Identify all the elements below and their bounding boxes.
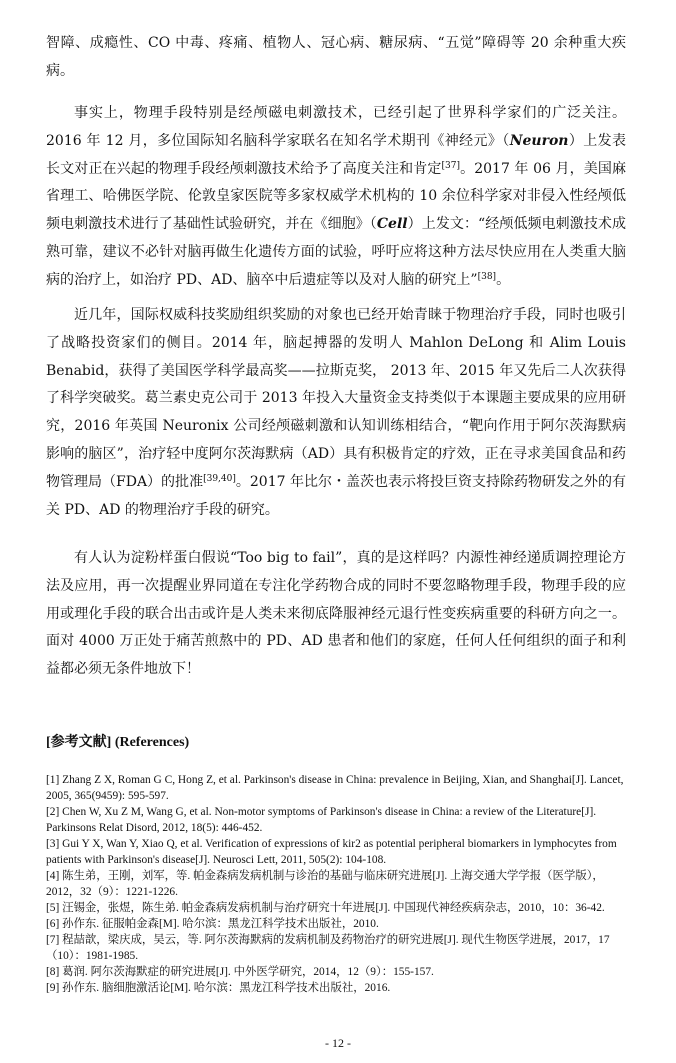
reference-item: [1] Zhang Z X, Roman G C, Hong Z, et al. Parkinson's disease in China: prevalence in Beijing, Xian, and Shanghai[J]. Lancet, 2005, 365(9459): 595-597. xyxy=(46,774,624,802)
page-number: - 12 - xyxy=(325,1036,351,1050)
journal-cell: Cell xyxy=(376,216,408,233)
p2-text-c: ）上发表长文对正在兴起的物理手段经颅刺激技术给予了高度关注和肯定 xyxy=(46,132,627,177)
reference-item: [8] 葛润. 阿尔茨海默症的研究进展[J]. 中外医学研究，2014，12（9）：155-157. xyxy=(46,966,434,978)
paragraph-continuation-text: 智障、成瘾性、CO 中毒、疼痛、植物人、冠心病、糖尿病、“五觉”障碍等 20 余种重大疾病。 xyxy=(46,35,626,79)
body-paragraph-2 xyxy=(46,100,626,295)
body-paragraph-4 xyxy=(46,545,626,684)
journal-neuron: Neuron xyxy=(509,132,569,149)
body-paragraph-1 xyxy=(46,30,626,86)
reference-item: [2] Chen W, Xu Z M, Wang G, et al. Non-motor symptoms of Parkinson's disease in China: a review of the Literature[J]. Parkinsons Relat Disord, 2012, 18(5): 446-452. xyxy=(46,806,597,834)
reference-item: [7] 程喆歆，梁庆成，吴云，等. 阿尔茨海默病的发病机制及药物治疗的研究进展[J]. 现代生物医学进展，2017，17（10）：1981-1985. xyxy=(46,934,610,962)
p4-text: 有人认为淀粉样蛋白假说“Too big to fail”，真的是这样吗？内源性神经递质调控理论方法及应用，再一次提醒业界同道在专注化学药物合成的同时不要忽略物理手段，物理手段的应用或理化手段的联合出击或许是人类未来彻底降服神经元退行性变疾病重要的科研方向之一。面对 4000 万正处于痛苦煎熬中的 PD、AD 患者和他们的家庭，任何人任何组织的面子和利益都必须无条件地放下！ xyxy=(46,550,626,678)
citation-37[interactable]: [37] xyxy=(441,160,460,171)
reference-item: [4] 陈生弟，王刚，刘军，等. 帕金森病发病机制与诊治的基础与临床研究进展[J]. 上海交通大学学报（医学版），2012，32（9）：1221-1226. xyxy=(46,870,604,898)
p2-text-f: ）上发文：“经颅低频电刺激技术成熟可靠，建议不必针对脑再做生化遗传方面的试验，呼吁应将这种方法尽快应用在人类重大脑病的治疗上，如治疗 PD、AD、脑卒中后遗症等以及对人脑的研究上” xyxy=(46,216,626,288)
p2-text-g: 。 xyxy=(496,271,511,288)
references-heading: [参考文献] (References) xyxy=(46,735,190,750)
citation-38[interactable]: [38] xyxy=(477,271,497,282)
p3-text-b: 。2017 年比尔・盖茨也表示将投巨资支持除药物研发之外的有关 PD、AD 的物理治疗手段的研究。 xyxy=(46,473,626,518)
reference-item: [3] Gui Y X, Wan Y, Xiao Q, et al. Verification of expressions of kir2 as potential peripheral biomarkers in lymphocytes from patients with Parkinson's disease[J]. Neurosci Lett, 2011, 505(2): 104-108. xyxy=(46,838,617,866)
p3-text-a: 近几年，国际权威科技奖励组织奖励的对象也已经开始青睐于物理治疗手段，同时也吸引了战略投资家们的侧目。2014 年，脑起搏器的发明人 Mahlon DeLong 和 Alim Louis Benabid，获得了美国医学科学最高奖——拉斯克奖， 2013 年、2015 年又先后二人次获得了科学突破奖。葛兰素史克公司于 2013 年投入大量资金支持类似于本课题主要成果的应用研究，2016 年英国 Neuronix 公司经颅磁刺激和认知训练相结合，“靶向作用于阿尔茨海默病影响的脑区”，治疗轻中度阿尔茨海默病（AD）具有积极肯定的疗效，正在寻求美国食品和药物管理局（FDA）的批准 xyxy=(46,307,626,490)
reference-item: [9] 孙作东. 脑细胞激活论[M]. 哈尔滨：黑龙江科学技术出版社，2016. xyxy=(46,982,391,994)
p2-text-d: 。2017 年 06 月，美国麻省理工、哈佛医学院、伦敦皇家医院等多家权威学术机构的 10 余位科学家对非侵入性经颅低频电刺激技术进行了基础性试验研究，并在《细胞》（ xyxy=(46,160,627,233)
citation-39-40[interactable]: [39,40] xyxy=(203,473,236,484)
p2-text-a: 事实上，物理手段特别是经颅磁电刺激技术，已经引起了世界科学家们的广泛关注。2016 年 12 月，多位国际知名脑科学家联名在知名学术期刊《神经元》（ xyxy=(46,105,626,149)
reference-item: [6] 孙作东. 征服帕金森[M]. 哈尔滨：黑龙江科学技术出版社，2010. xyxy=(46,918,379,930)
body-paragraph-3 xyxy=(46,302,626,524)
reference-list xyxy=(46,772,626,996)
reference-item: [5] 汪锡金，张煜，陈生弟. 帕金森病发病机制与治疗研究十年进展[J]. 中国现代神经疾病杂志，2010，10：36-42. xyxy=(46,902,605,914)
